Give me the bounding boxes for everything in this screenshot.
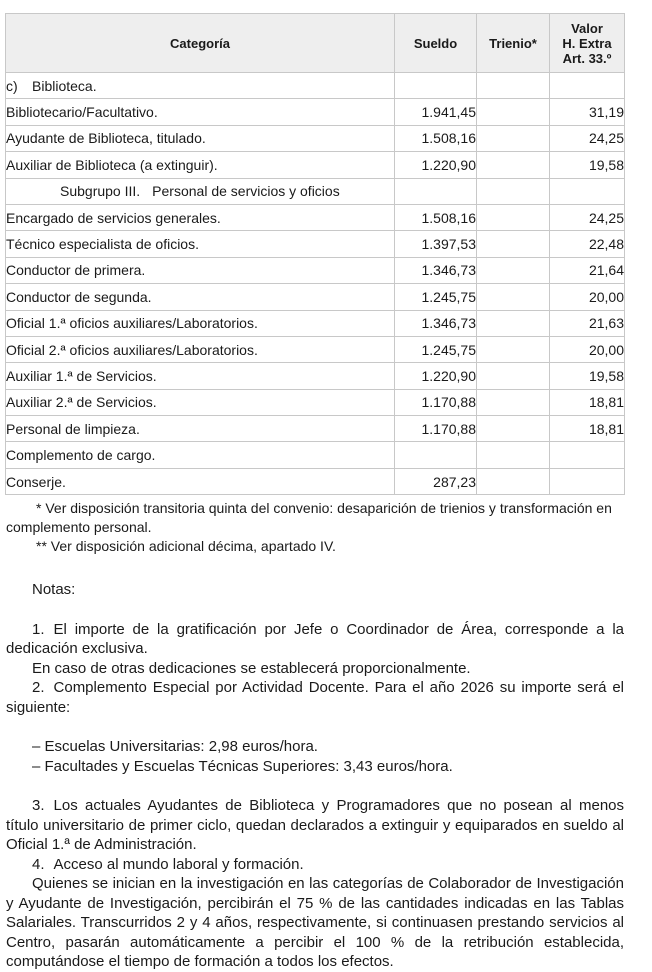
cell-categoria: Bibliotecario/Facultativo. — [6, 99, 395, 125]
cell-categoria: Auxiliar de Biblioteca (a extinguir). — [6, 152, 395, 178]
cell-sueldo: 1.346,73 — [395, 310, 477, 336]
cell-categoria: Complemento de cargo. — [6, 442, 395, 468]
cell-sueldo — [395, 178, 477, 204]
cell-sueldo: 1.220,90 — [395, 363, 477, 389]
table-row — [6, 310, 625, 336]
note-1-number: 1. — [32, 620, 45, 638]
header-valor-line3: Art. 33.º — [562, 50, 612, 66]
footnote-trienio: * Ver disposición transitoria quinta del convenio: desaparición de trienios y transformación en complemento personal. — [6, 500, 612, 535]
cell-valor: 24,25 — [550, 125, 625, 151]
cell-sueldo: 1.508,16 — [395, 125, 477, 151]
footnote-disposicion: ** Ver disposición adicional décima, apartado IV. — [36, 538, 336, 554]
subgroup-label: Subgrupo III. — [60, 183, 141, 200]
cell-trienio — [477, 257, 550, 283]
table-row — [6, 231, 625, 257]
cell-categoria: Conserje. — [6, 468, 395, 494]
cell-sueldo: 1.245,75 — [395, 336, 477, 362]
cell-valor: 21,63 — [550, 310, 625, 336]
table-row — [6, 468, 625, 494]
table-row — [6, 204, 625, 230]
cell-valor: 19,58 — [550, 363, 625, 389]
salary-table — [5, 13, 625, 495]
table-row — [6, 389, 625, 415]
cell-trienio — [477, 73, 550, 99]
note-4-extra: Quienes se inician en la investigación en las categorías de Colaborador de Investigación y Ayudante de Investigación, percibirán el 75 % de las cantidades indicadas en las Tablas Salariales. Transcurridos 2 y 4 años, respectivamente, si continuasen prestando servicios al Centro, pasarán automáticamente a percibir el 100 % de la retribución establecida, computándose el tiempo de formación a todos los efectos. — [6, 875, 624, 970]
table-header — [6, 14, 625, 73]
table-row — [6, 284, 625, 310]
note-3-number: 3. — [32, 797, 45, 814]
cell-trienio — [477, 442, 550, 468]
cell-trienio — [477, 310, 550, 336]
subgroup-title: Personal de servicios y oficios — [152, 183, 340, 200]
cell-categoria: Técnico especialista de oficios. — [6, 231, 395, 257]
table-row — [6, 363, 625, 389]
cell-categoria: Conductor de segunda. — [6, 284, 395, 310]
cell-sueldo: 1.508,16 — [395, 204, 477, 230]
notes-section — [6, 580, 624, 972]
notes-title: Notas: — [32, 581, 76, 598]
cell-valor — [550, 468, 625, 494]
cell-trienio — [477, 152, 550, 178]
cell-trienio — [477, 178, 550, 204]
cell-valor: 18,81 — [550, 416, 625, 442]
cell-sueldo — [395, 442, 477, 468]
note-1 — [6, 620, 624, 659]
spacer — [6, 717, 624, 737]
note-4-text: Acceso al mundo laboral y formación. — [53, 855, 304, 873]
cell-trienio — [477, 336, 550, 362]
table-row-subgroup — [6, 178, 625, 204]
cell-trienio — [477, 468, 550, 494]
cell-sueldo: 1.346,73 — [395, 257, 477, 283]
table-row — [6, 416, 625, 442]
cell-valor — [550, 73, 625, 99]
cell-valor: 20,00 — [550, 284, 625, 310]
note-3-text: Los actuales Ayudantes de Biblioteca y Programadores que no posean al menos título universitario de primer ciclo, quedan declarados a extinguir y equiparados en sueldo al Oficial 1.ª de Administración. — [6, 797, 624, 853]
cell-valor: 18,81 — [550, 389, 625, 415]
cell-categoria: Ayudante de Biblioteca, titulado. — [6, 125, 395, 151]
note-4 — [6, 855, 624, 875]
cell-valor: 31,19 — [550, 99, 625, 125]
cell-trienio — [477, 99, 550, 125]
cell-sueldo: 1.170,88 — [395, 416, 477, 442]
cell-valor — [550, 442, 625, 468]
table-row — [6, 336, 625, 362]
cell-trienio — [477, 284, 550, 310]
table-footnotes — [6, 499, 624, 556]
cell-sueldo: 1.220,90 — [395, 152, 477, 178]
table-body — [6, 73, 625, 495]
cell-valor: 19,58 — [550, 152, 625, 178]
header-valor-hora-extra — [550, 14, 625, 73]
header-trienio: Trienio* — [477, 14, 550, 73]
cell-sueldo: 1.397,53 — [395, 231, 477, 257]
header-valor-line2: H. Extra — [562, 35, 612, 51]
spacer — [6, 776, 624, 796]
cell-categoria: Auxiliar 1.ª de Servicios. — [6, 363, 395, 389]
note-4-number: 4. — [32, 855, 45, 873]
cell-trienio — [477, 204, 550, 230]
cell-categoria — [6, 73, 395, 99]
section-title: Biblioteca. — [32, 77, 97, 94]
cell-valor: 20,00 — [550, 336, 625, 362]
table-row — [6, 99, 625, 125]
table-row — [6, 152, 625, 178]
cell-sueldo: 1.170,88 — [395, 389, 477, 415]
cell-categoria: Conductor de primera. — [6, 257, 395, 283]
note-2-list-item: – Escuelas Universitarias: 2,98 euros/hora. — [32, 738, 318, 755]
note-1-text: El importe de la gratificación por Jefe o Coordinador de Área, corresponde a la dedicación exclusiva. — [6, 620, 624, 657]
cell-trienio — [477, 363, 550, 389]
note-2-number: 2. — [32, 679, 45, 696]
cell-valor — [550, 178, 625, 204]
cell-categoria: Personal de limpieza. — [6, 416, 395, 442]
cell-valor: 21,64 — [550, 257, 625, 283]
table-row-section — [6, 73, 625, 99]
table-row — [6, 257, 625, 283]
note-2 — [6, 678, 624, 717]
table-row — [6, 125, 625, 151]
cell-trienio — [477, 125, 550, 151]
note-2-text: Complemento Especial por Actividad Docente. Para el año 2026 su importe será el siguiente: — [6, 679, 624, 716]
cell-sueldo: 1.941,45 — [395, 99, 477, 125]
cell-categoria — [6, 178, 395, 204]
table-row — [6, 442, 625, 468]
header-categoria: Categoría — [6, 14, 395, 73]
note-2-list-item: – Facultades y Escuelas Técnicas Superiores: 3,43 euros/hora. — [32, 757, 453, 775]
cell-sueldo: 1.245,75 — [395, 284, 477, 310]
cell-trienio — [477, 231, 550, 257]
cell-categoria: Oficial 2.ª oficios auxiliares/Laboratorios. — [6, 336, 395, 362]
cell-categoria: Encargado de servicios generales. — [6, 204, 395, 230]
header-sueldo: Sueldo — [395, 14, 477, 73]
cell-trienio — [477, 389, 550, 415]
cell-sueldo — [395, 73, 477, 99]
note-3 — [6, 796, 624, 855]
cell-categoria: Oficial 1.ª oficios auxiliares/Laboratorios. — [6, 310, 395, 336]
cell-valor: 24,25 — [550, 204, 625, 230]
note-1-extra: En caso de otras dedicaciones se establecerá proporcionalmente. — [32, 659, 471, 677]
cell-sueldo: 287,23 — [395, 468, 477, 494]
header-valor-line1: Valor — [571, 20, 603, 36]
cell-valor: 22,48 — [550, 231, 625, 257]
cell-categoria: Auxiliar 2.ª de Servicios. — [6, 389, 395, 415]
cell-trienio — [477, 416, 550, 442]
section-prefix: c) — [6, 77, 18, 94]
